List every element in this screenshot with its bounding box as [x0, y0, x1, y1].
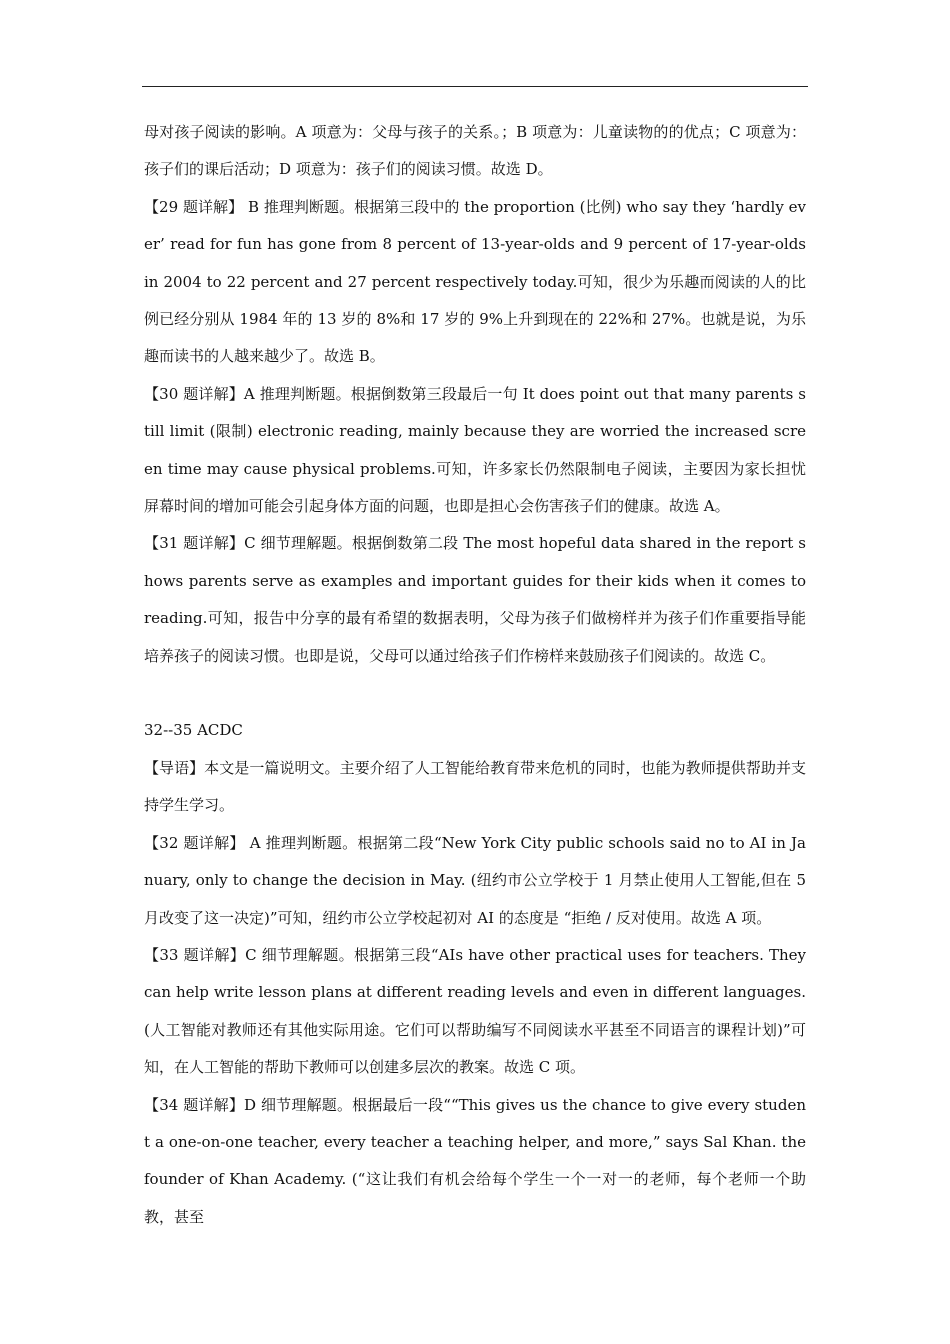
paragraph-30-explanation: 【30 题详解】A 推理判断题。根据倒数第三段最后一句 It does point out that many parents still limit (限制) electronic reading, mainly because they are worried the increased screen time may cause physical problems.可知，许多家长仍然限制电子阅读，主要因为家长担忧屏幕时间的增加可能会引起身体方面的问题，也即是担心会伤害孩子们的健康。故选 A。: [144, 384, 806, 516]
header-rule: [142, 86, 808, 87]
passage-introduction: 【导语】本文是一篇说明文。主要介绍了人工智能给教育带来危机的同时，也能为教师提供帮助并支持学生学习。: [144, 758, 806, 815]
answer-key-32-35: 32--35 ACDC: [144, 721, 243, 740]
paragraph-34-explanation: 【34 题详解】D 细节理解题。根据最后一段““This gives us the chance to give every student a one-on-one teacher, every teacher a teaching helper, and more,” says Sal Khan. the founder of Khan Academy. (“这让我们有机会给每个学生一个一对一的老师，每个老师一个助教，甚至: [144, 1095, 806, 1226]
blank-line: [144, 675, 806, 712]
document-body: [144, 114, 806, 1236]
paragraph-31-explanation: 【31 题详解】C 细节理解题。根据倒数第二段 The most hopeful data shared in the report shows parents serve as examples and important guides for their kids when it comes to reading.可知，报告中分享的最有希望的数据表明，父母为孩子们做榜样并为孩子们作重要指导能培养孩子的阅读习惯。也即是说，父母可以通过给孩子们作榜样来鼓励孩子们阅读的。故选 C。: [144, 534, 806, 665]
paragraph-32-explanation: 【32 题详解】 A 推理判断题。根据第二段“New York City public schools said no to AI in January, only to change the decision in May. (纽约市公立学校于 1 月禁止使用人工智能,但在 5 月改变了这一决定)”可知，纽约市公立学校起初对 AI 的态度是 “拒绝 / 反对使用。故选 A 项。: [144, 833, 806, 927]
paragraph-33-explanation: 【33 题详解】C 细节理解题。根据第三段“AIs have other practical uses for teachers. They can help write lesson plans at different reading levels and even in different languages. (人工智能对教师还有其他实际用途。它们可以帮助编写不同阅读水平甚至不同语言的课程计划)”可知，在人工智能的帮助下教师可以创建多层次的教案。故选 C 项。: [144, 945, 806, 1077]
paragraph-29-explanation: 【29 题详解】 B 推理判断题。根据第三段中的 the proportion (比例) who say they ‘hardly ever’ read for fun has gone from 8 percent of 13-year-olds and 9 percent of 17-year-olds in 2004 to 22 percent and 27 percent respectively today.可知，很少为乐趣而阅读的人的比例已经分别从 1984 年的 13 岁的 8%和 17 岁的 9%上升到现在的 22%和 27%。也就是说，为乐趣而读书的人越来越少了。故选 B。: [144, 197, 806, 366]
paragraph-28-explanation-end: 母对孩子阅读的影响。A 项意为：父母与孩子的关系。；B 项意为：儿童读物的的优点；C 项意为：孩子们的课后活动；D 项意为：孩子们的阅读习惯。故选 D。: [144, 123, 806, 179]
